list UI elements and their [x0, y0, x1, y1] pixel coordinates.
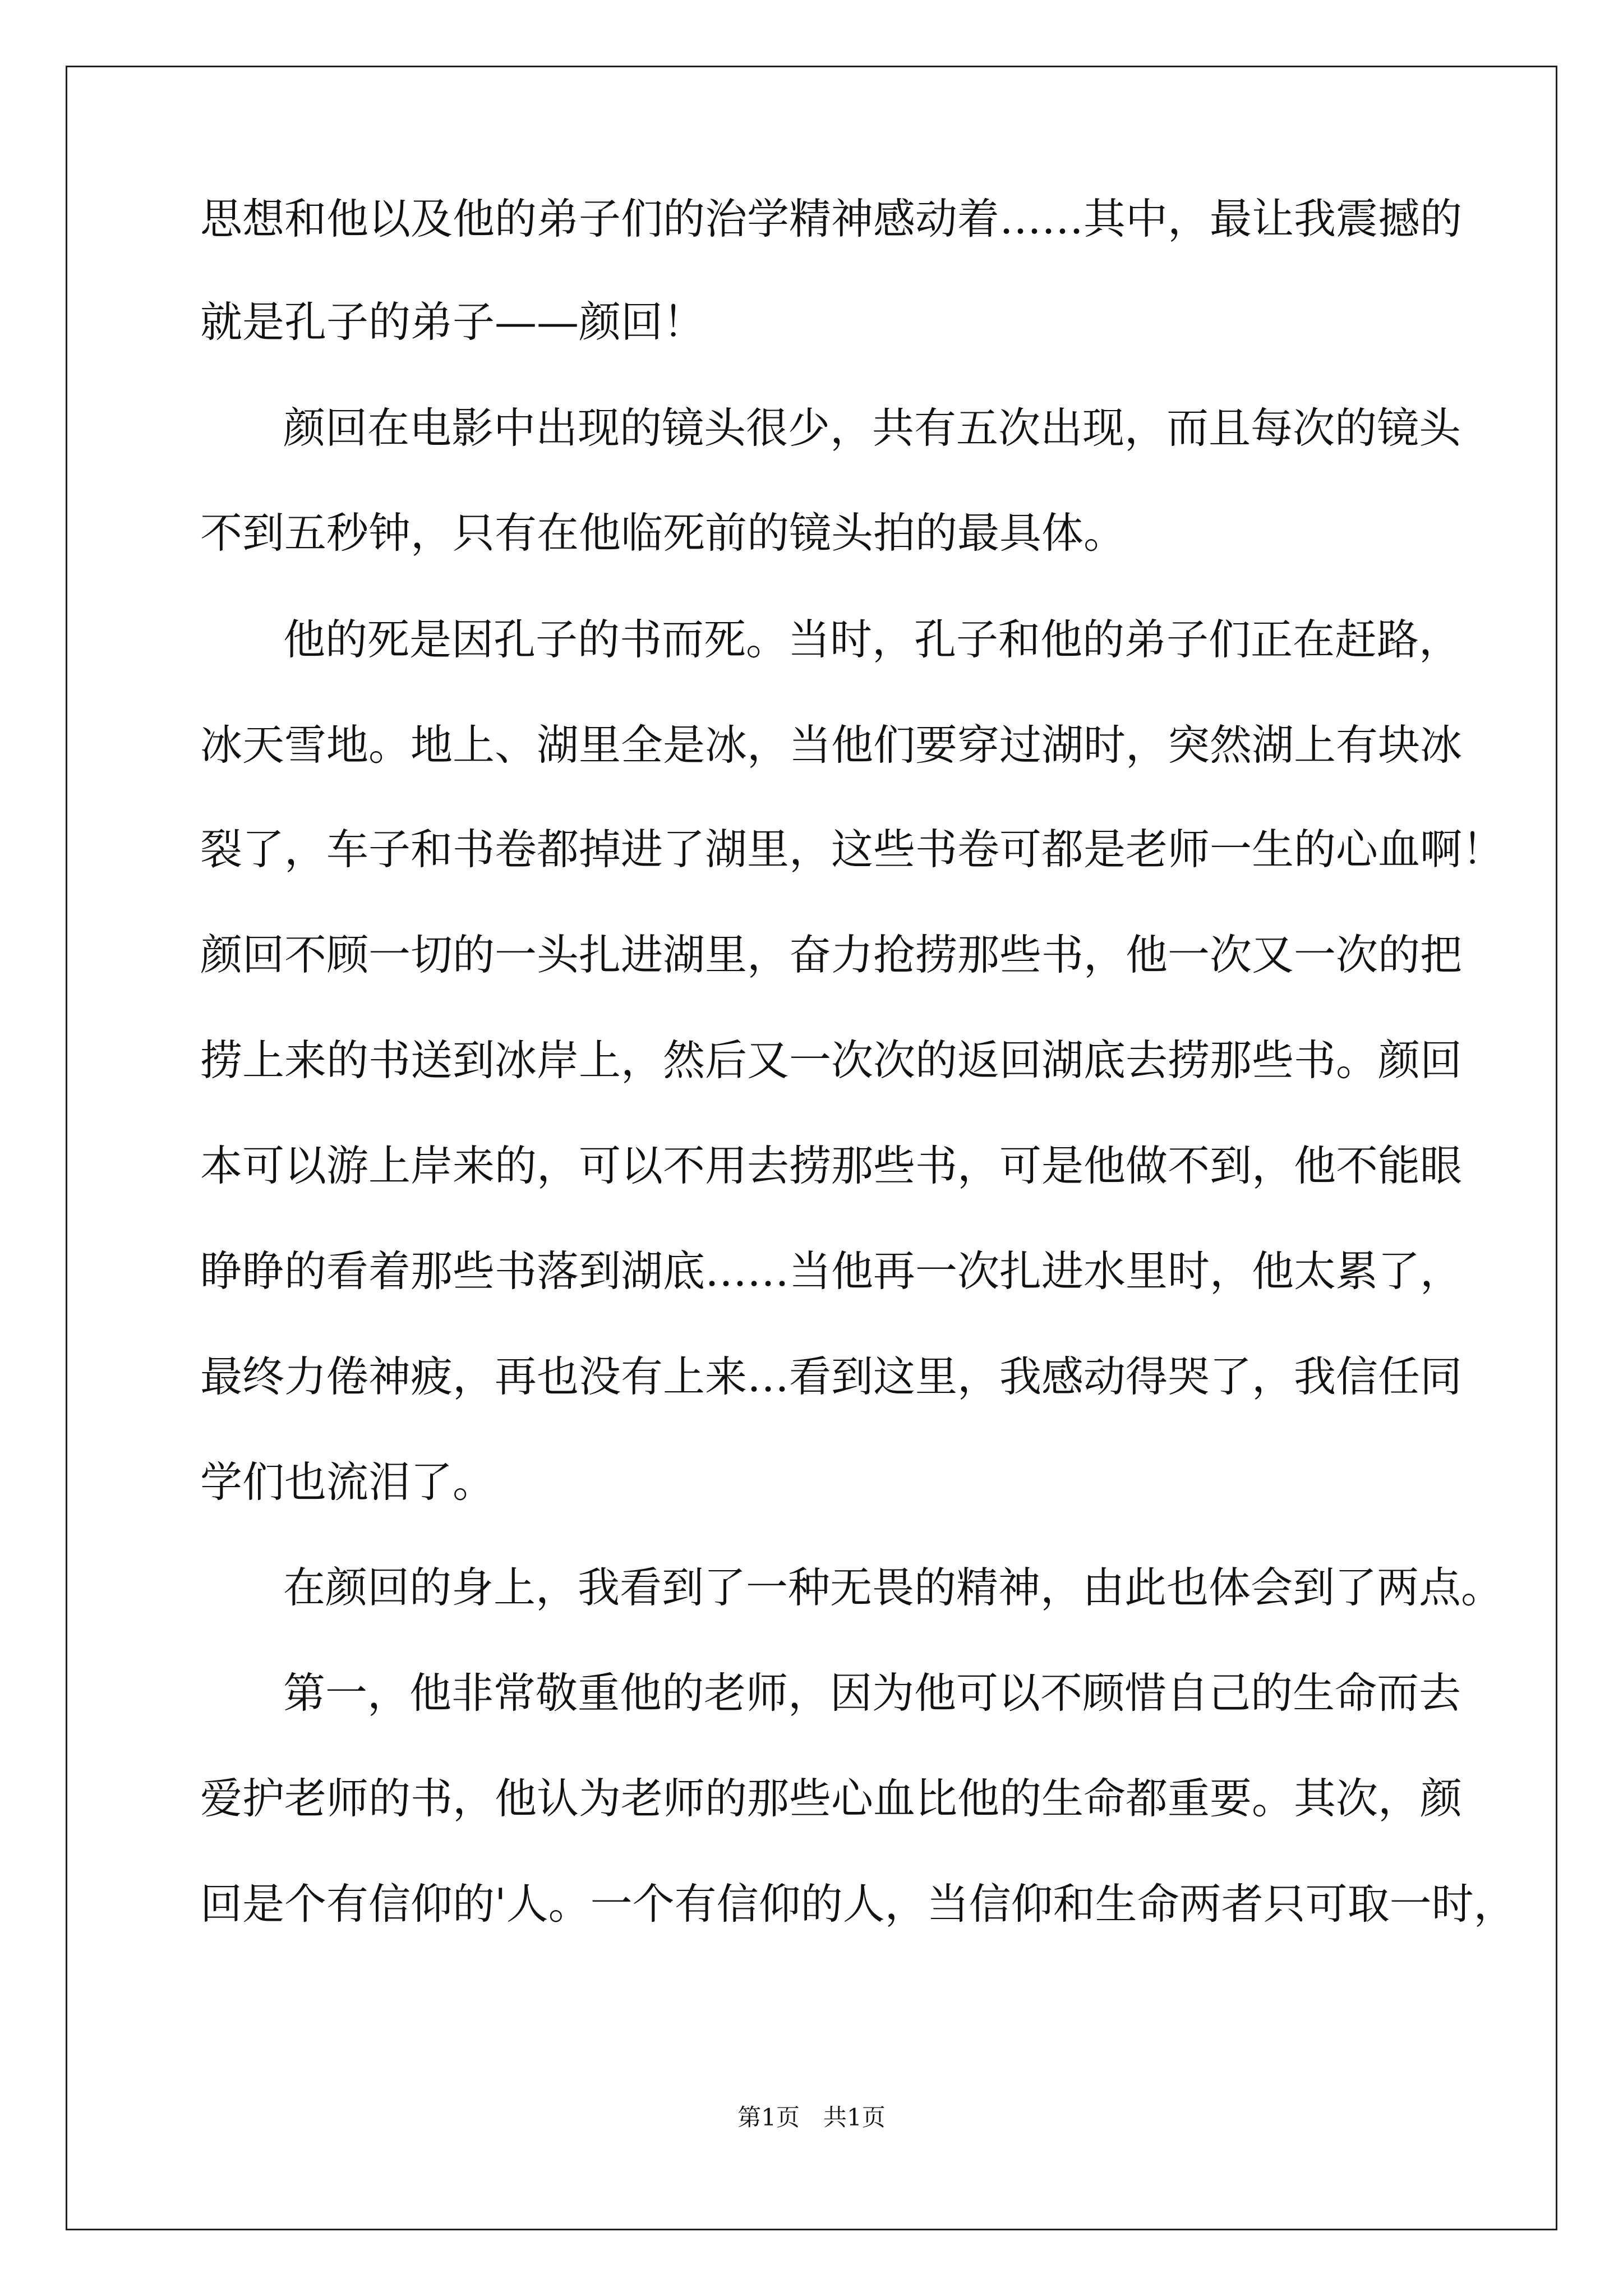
text-line: 捞上来的书送到冰岸上，然后又一次次的返回湖底去捞那些书。颜回: [200, 1036, 1463, 1085]
text-line: 最终力倦神疲，再也没有上来…看到这里，我感动得哭了，我信任同: [200, 1352, 1463, 1401]
text-line: 不到五秒钟，只有在他临死前的镜头拍的最具体。: [200, 508, 1126, 558]
text-line: 裂了，车子和书卷都掉进了湖里，这些书卷可都是老师一生的心血啊！: [200, 825, 1505, 874]
text-line: 颜回在电影中出现的镜头很少，共有五次出现，而且每次的镜头: [283, 403, 1461, 453]
text-line: 就是孔子的弟子——颜回！: [200, 297, 706, 347]
text-line: 回是个有信仰的'人。一个有信仰的人，当信仰和生命两者只可取一时，: [200, 1879, 1516, 1929]
text-line: 第一，他非常敬重他的老师，因为他可以不顾惜自己的生命而去: [283, 1668, 1461, 1718]
text-line: 颜回不顾一切的一头扎进湖里，奋力抢捞那些书，他一次又一次的把: [200, 930, 1463, 979]
text-line: 本可以游上岸来的，可以不用去捞那些书，可是他做不到，他不能眼: [200, 1141, 1463, 1190]
text-line: 爱护老师的书，他认为老师的那些心血比他的生命都重要。其次，颜: [200, 1774, 1463, 1823]
text-line: 在颜回的身上，我看到了一种无畏的精神，由此也体会到了两点。: [283, 1563, 1504, 1612]
text-line: 学们也流泪了。: [200, 1457, 495, 1507]
page-number-footer: 第1页 共1页: [737, 2104, 886, 2131]
text-line: 冰天雪地。地上、湖里全是冰，当他们要穿过湖时，突然湖上有块冰: [200, 720, 1463, 770]
text-line: 睁睁的看着那些书落到湖底……当他再一次扎进水里时，他太累了，: [200, 1246, 1463, 1296]
text-line: 思想和他以及他的弟子们的治学精神感动着……其中，最让我震撼的: [200, 194, 1463, 243]
text-line: 他的死是因孔子的书而死。当时，孔子和他的弟子们正在赶路，: [283, 615, 1461, 664]
